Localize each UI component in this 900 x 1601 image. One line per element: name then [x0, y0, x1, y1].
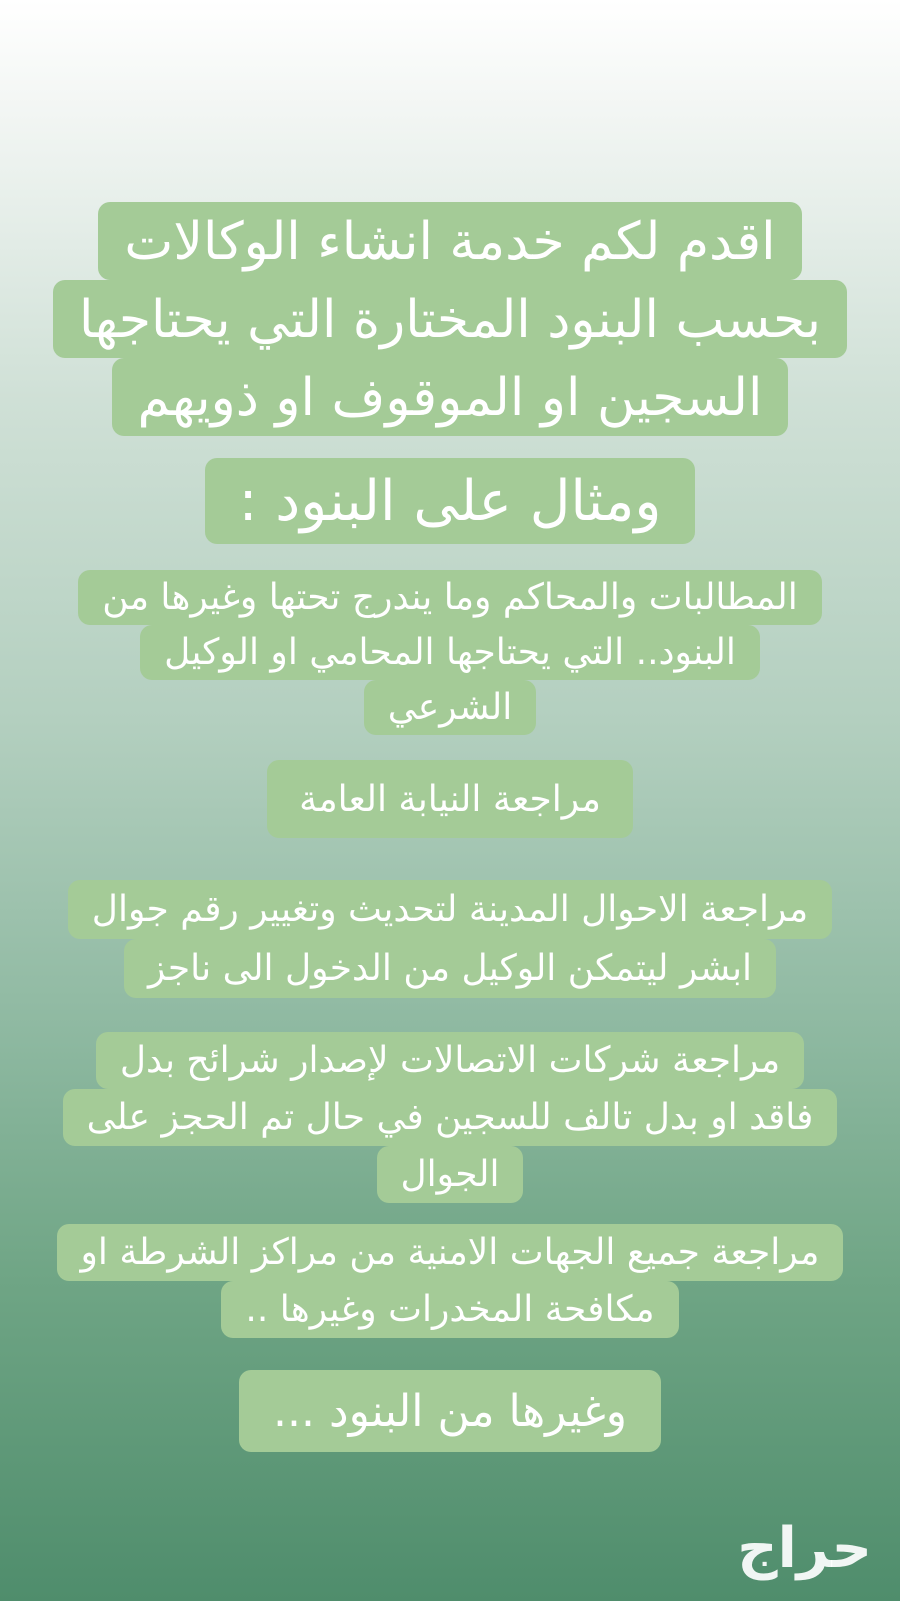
item-security-agencies — [0, 1224, 900, 1338]
examples-heading-block — [0, 458, 900, 544]
item-claims-line-1: المطالبات والمحاكم وما يندرج تحتها وغيرها من — [78, 570, 821, 625]
item-claims-line-2: البنود.. التي يحتاجها المحامي او الوكيل — [140, 625, 760, 680]
haraj-watermark-logo: حراج — [737, 1516, 872, 1581]
item-claims-courts — [0, 570, 900, 735]
item-telecom-line-1: مراجعة شركات الاتصالات لإصدار شرائح بدل — [96, 1032, 804, 1089]
item-public-prosecution — [0, 760, 900, 838]
closing-text-block — [0, 1370, 900, 1452]
item-civil-affairs-line-1: مراجعة الاحوال المدينة لتحديث وتغيير رقم جوال — [68, 880, 832, 939]
intro-line-3: السجين او الموقوف او ذويهم — [112, 358, 789, 436]
closing-line: وغيرها من البنود ... — [239, 1370, 661, 1452]
item-telecom-companies — [0, 1032, 900, 1203]
item-civil-affairs — [0, 880, 900, 998]
item-telecom-line-2: فاقد او بدل تالف للسجين في حال تم الحجز على — [63, 1089, 838, 1146]
item-prosecution-line-1: مراجعة النيابة العامة — [267, 760, 633, 838]
intro-line-1: اقدم لكم خدمة انشاء الوكالات — [98, 202, 801, 280]
intro-text-block — [0, 202, 900, 436]
item-civil-affairs-line-2: ابشر ليتمكن الوكيل من الدخول الى ناجز — [124, 939, 776, 998]
item-claims-line-3: الشرعي — [364, 680, 536, 735]
item-security-line-2: مكافحة المخدرات وغيرها .. — [221, 1281, 678, 1338]
item-security-line-1: مراجعة جميع الجهات الامنية من مراكز الشرطة او — [57, 1224, 844, 1281]
intro-line-2: بحسب البنود المختارة التي يحتاجها — [53, 280, 847, 358]
item-telecom-line-3: الجوال — [377, 1146, 524, 1203]
examples-heading: ومثال على البنود : — [205, 458, 696, 544]
